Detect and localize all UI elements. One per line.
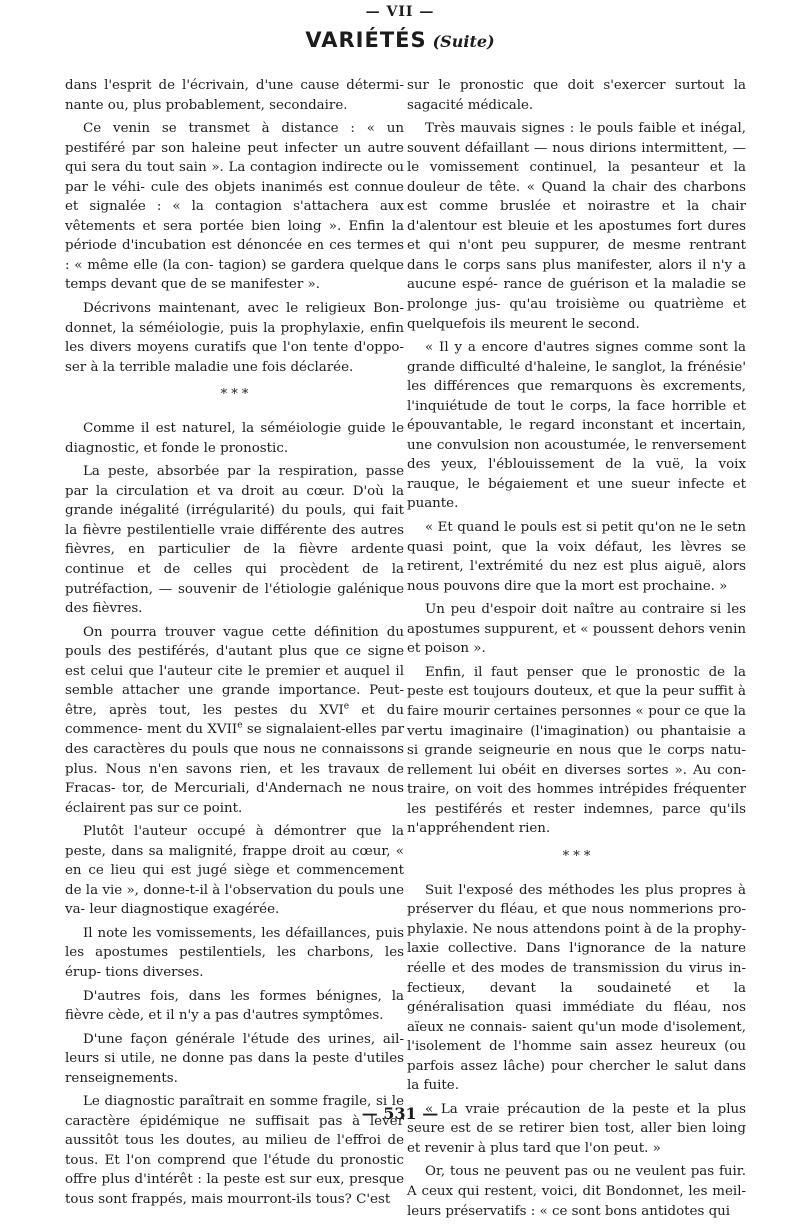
- asterism: [65, 389, 404, 401]
- century-numeral: XVII: [207, 722, 238, 738]
- paragraph: sur le pronostic que doit s'exercer surtout la sagacité médicale.: [407, 78, 746, 113]
- paragraph: La peste, absorbée par la respiration, passe par la circulation et va droit au cœur. D'où la grande inégalité (irrégularité) du pouls, qui fait la fièvre pestilentielle vraie différente des autres fièvres, en particulier de la fièvre ardente continue et de celles qui procèdent de la putréfaction, — souvenir de l'étiologie galénique des fièvres.: [65, 464, 404, 617]
- roman-page-number: — VII —: [365, 4, 435, 20]
- paragraph: Suit l'exposé des méthodes les plus propres à préserver du fléau, et que nous nommerions pro- phylaxie. Ne nous attendons point à de la prophy- laxie collective. Dans l'ignorance de la nature réelle et des modes de transmission du virus in- fectieux, devant la soudaineté et la généralisation quasi immédiate du fléau, nos aïeux ne connais- saient qu'un mode d'isolement, l'isolement de l'homme sain assez heureux (ou parfois assez lâche) pour chercher le salut dans la fuite.: [407, 882, 746, 1094]
- asterism-text: * * *: [562, 848, 591, 864]
- paragraph: « Il y a encore d'autres signes comme sont la grande difficulté d'haleine, le sanglot, la frénésie' les différences que remarquons ès excrements, l'inquiétude de tout le corps, la face horrible et épouvantable, le regard inconstant et incertain, une convulsion non acoustumée, le renversement des yeux, l'éblouissement de la vuë, la voix rauque, le bégaiement et une sueur infecte et puante.: [407, 340, 746, 512]
- section-title-suite: (Suite): [432, 32, 495, 51]
- paragraph: D'autres fois, dans les formes bénignes, la fièvre cède, et il n'y a pas d'autres symptômes.: [65, 988, 404, 1024]
- paragraph: Enfin, il faut penser que le pronostic de la peste est toujours douteux, et que la peur suffit à faire mourir certaines personnes « pour ce que la vertu imaginaire (l'imagination) ou phantaisie a si grande seigneurie en nous que le corps natu- rellement lui obéit en diverses sortes ». Au con- traire, on voit des hommes intrépides fréquenter les pestiférés et rester indemnes, parce qu'ils n'appréhendent rien.: [407, 664, 746, 837]
- superscript: e: [343, 701, 350, 712]
- paragraph: Décrivons maintenant, avec le religieux Bon- donnet, la séméiologie, puis la prophylaxie, enfin les divers moyens curatifs que l'on tente d'oppo- ser à la terrible maladie une fois déclarée.: [65, 301, 404, 375]
- text-run: se signalaient-elles par des caractères du pouls que nous ne connaissons plus. Nous n'en savons rien, et les travaux de Fracas- tor, de Mercuriali, d'Andernach ne nous éclairent pas sur ce point.: [65, 722, 404, 816]
- paragraph: [65, 623, 404, 818]
- superscript: e: [237, 720, 243, 731]
- paragraph: « Et quand le pouls est si petit qu'on ne le setn quasi point, que la voix défaut, les lèvres se retirent, l'extrémité du nez est plus aiguë, alors nous pouvons dire que la mort est prochaine. »: [407, 520, 746, 594]
- paragraph: Plutôt l'auteur occupé à démontrer que la peste, dans sa malignité, frappe droit au cœur, « en ce lieu qui est jugé siège et commencement de la vie », donne-t-il à l'observation du pouls une va- leur diagnostique exagérée.: [65, 824, 404, 918]
- asterism: [407, 848, 746, 864]
- paragraph: Un peu d'espoir doit naître au contraire si les apostumes suppurent, et « poussent dehors venin et poison ».: [407, 602, 746, 657]
- text-run: et du commence- ment du: [65, 702, 404, 738]
- paragraph: Très mauvais signes : le pouls faible et inégal, souvent défaillant — nous dirions intermittent, — le vomissement continuel, la pesanteur et la douleur de tête. « Quand la chair des charbons est comme bruslée et noirastre et la chair d'alentour est bleuie et les apostumes fort dures et qui n'ont peu suppurer, de mesme rentrant dans le corps sans plus manifester, alors il n'y a aucune espé- rance de guérison et la maladie se prolonge jus- qu'au troisième ou quatrième et quelquefois ils meurent le second.: [407, 121, 746, 332]
- century-numeral: XVI: [319, 702, 344, 718]
- section-title-main: VARIÉTÉS: [305, 28, 427, 52]
- text-run: On pourra trouver vague cette définition du pouls des pestiférés, d'autant plus que ce signe est celui que l'auteur cite le premier et auquel il semble attacher une grande importance. Peut-être, après tout, les pestes du: [65, 624, 404, 718]
- page-number: — 531 —: [361, 1104, 439, 1123]
- paragraph: dans l'esprit de l'écrivain, d'une cause détermi- nante ou, plus probablement, secondaire.: [65, 78, 404, 113]
- right-column: [407, 76, 746, 1225]
- asterism-text: * * *: [220, 387, 249, 403]
- paragraph: Ce venin se transmet à distance : « un pestiféré par son haleine peut infecter un autre qui sera du tout sain ». La contagion indirecte ou par le véhi- cule des objets inanimés est connue et signalée : « la contagion s'attachera aux vêtements et sera portée bien loing ». Enfin la période d'incubation est dénoncée en ces termes : « même elle (la con- tagion) se gardera quelque temps devant que de se manifester ».: [65, 121, 404, 293]
- paragraph: D'une façon générale l'étude des urines, ail- leurs si utile, ne donne pas dans la peste d'utiles renseignements.: [65, 1031, 404, 1086]
- paragraph: « La vraie précaution de la peste et la plus seure est de se retirer bien tost, aller bien loing et revenir à plus tard que l'on peut. »: [407, 1101, 746, 1156]
- paragraph: Comme il est naturel, la séméiologie guide le diagnostic, et fonde le pronostic.: [65, 421, 404, 456]
- section-title: [0, 28, 800, 52]
- paragraph: Il note les vomissements, les défaillances, puis les apostumes pestilentiels, les charbons, les érup- tions diverses.: [65, 925, 404, 980]
- paragraph: Le diagnostic paraîtrait en somme fragile, si le caractère épidémique ne suffisait pas à lever aussitôt tous les doutes, au milieu de l'effroi de tous. Et l'on comprend que l'étude du pronostic offre plus d'intérêt : la peste est sur eux, presque tous sont frappés, mais mourront-ils tous? C'est: [65, 1094, 404, 1207]
- paragraph: Or, tous ne peuvent pas ou ne veulent pas fuir. A ceux qui restent, voici, dit Bondonnet, les meil- leurs préservatifs : « ce sont bons antidotes qui: [407, 1164, 746, 1219]
- left-column: [65, 76, 404, 1214]
